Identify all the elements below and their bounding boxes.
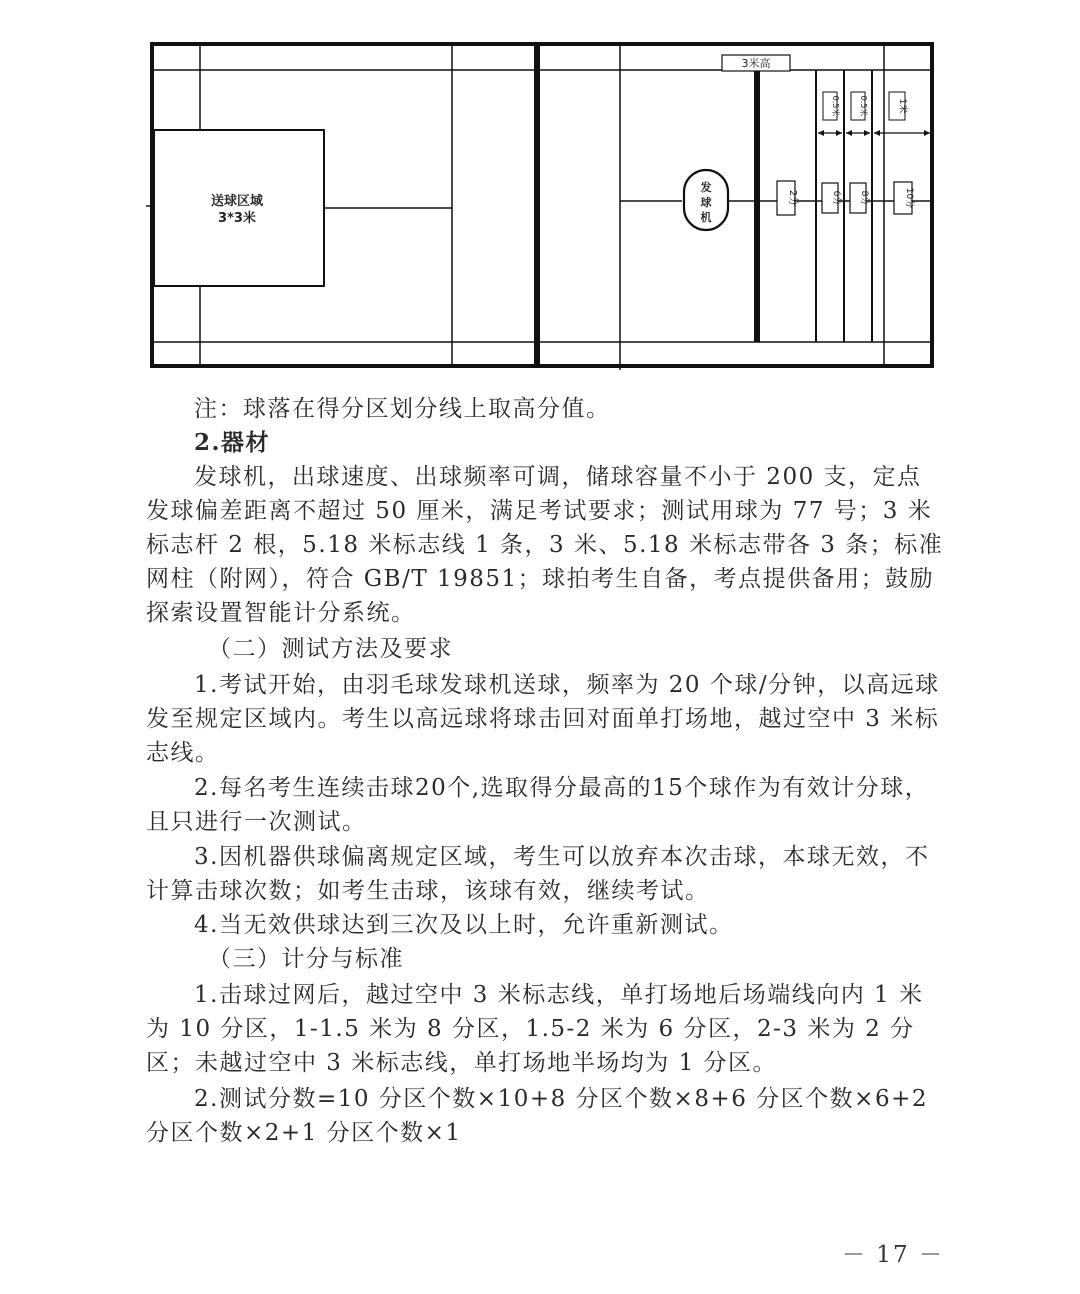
score-label-2: 2分: [787, 189, 798, 207]
scoring-heading: （三）计分与标准: [208, 946, 404, 972]
diagram-note: 注：球落在得分区划分线上取高分值。: [194, 396, 611, 422]
scoring-item-2: 2.测试分数=10 分区个数×10+8 分区个数×8+6 分区个数×6+2 分区个数×2+1 分区个数×1: [146, 1086, 928, 1146]
machine-label-2: 球: [700, 196, 712, 209]
width-label-1: 0.5米: [831, 95, 840, 117]
method-item-2: 2.每名考生连续击球20个,选取得分最高的15个球作为有效计分球，且只进行一次测试。: [146, 775, 930, 835]
court-diagram: [0, 0, 1080, 380]
score-label-10: 10分: [904, 187, 914, 209]
score-label-6: 6分: [831, 190, 841, 206]
equipment-heading: 2.器材: [194, 429, 271, 456]
serve-zone-size: 3*3米: [218, 211, 256, 226]
serve-zone-title: 送球区域: [210, 194, 264, 209]
method-item-4: 4.当无效供球达到三次及以上时，允许重新测试。: [194, 912, 734, 938]
method-item-1: 1.考试开始，由羽毛球发球机送球，频率为 20 个球/分钟，以高远球发至规定区域内。考生以高远球将球击回对面单打场地，越过空中 3 米标志线。: [146, 672, 940, 766]
machine-label-1: 发: [700, 181, 712, 194]
width-label-3: 1米: [897, 98, 907, 114]
machine-label-3: 机: [700, 211, 712, 224]
equipment-text: 发球机，出球速度、出球频率可调，储球容量不小于 200 支，定点发球偏差距离不超过 50 厘米，满足考试要求；测试用球为 77 号；3 米标志杆 2 根，5.18 米标志线 1 条，3 米、5.18 米标志带各 3 条；标准网柱（附网），符合 GB/T 19851；球拍考生自备，考点提供备用；鼓励探索设置智能计分系统。: [146, 464, 944, 626]
width-label-2: 0.5米: [859, 95, 868, 117]
height-label: 3米高: [741, 57, 771, 70]
scoring-item-1: 1.击球过网后，越过空中 3 米标志线，单打场地后场端线向内 1 米为 10 分区，1-1.5 米为 8 分区，1.5-2 米为 6 分区，2-3 米为 2 分区；未越过空中 3 米标志线，单打场地半场均为 1 分区。: [146, 982, 924, 1076]
method-heading: （二）测试方法及要求: [208, 636, 453, 662]
score-label-8: 8分: [859, 190, 869, 206]
page-number: － 17 －: [842, 1242, 944, 1268]
method-item-3: 3.因机器供球偏离规定区域，考生可以放弃本次击球，本球无效，不计算击球次数；如考生击球，该球有效，继续考试。: [146, 844, 930, 904]
